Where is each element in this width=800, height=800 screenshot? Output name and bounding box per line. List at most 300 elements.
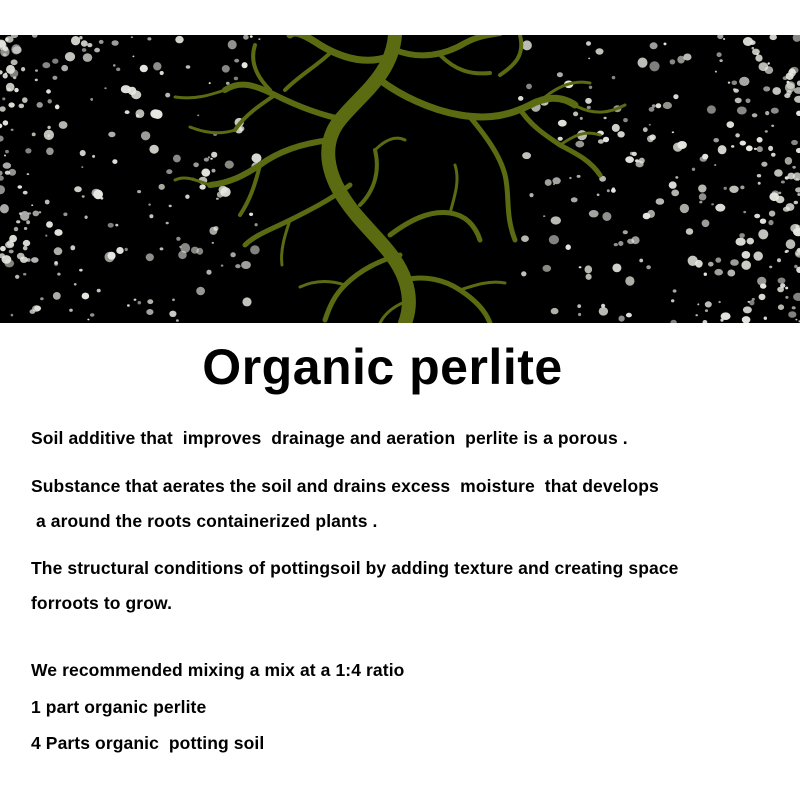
perlite-particle — [0, 185, 5, 194]
perlite-particle — [656, 103, 662, 108]
perlite-particle — [521, 235, 529, 242]
perlite-particle — [0, 246, 6, 251]
perlite-particle — [255, 223, 258, 226]
perlite-particle — [23, 273, 26, 276]
perlite-particle — [754, 148, 757, 150]
perlite-particle — [714, 269, 723, 276]
perlite-particle — [551, 308, 559, 314]
perlite-particle — [619, 316, 625, 322]
perlite-particle — [125, 110, 130, 114]
perlite-particle — [774, 169, 783, 176]
perlite-particle — [761, 162, 767, 167]
description-line-1: Soil additive that improves drainage and aeration perlite is a porous . — [31, 428, 628, 448]
perlite-particle — [571, 197, 578, 202]
perlite-particle — [795, 187, 800, 192]
description-line-4: The structural conditions of pottingsoil by adding texture and creating space — [31, 558, 679, 578]
perlite-particle — [23, 240, 30, 246]
perlite-particle — [757, 174, 761, 177]
perlite-particle — [146, 253, 154, 261]
perlite-particle — [618, 241, 623, 246]
perlite-particle — [569, 177, 571, 179]
perlite-particle — [768, 220, 773, 225]
perlite-particle — [752, 298, 755, 301]
perlite-particle — [250, 245, 260, 254]
perlite-particle — [216, 198, 219, 200]
perlite-particle — [11, 59, 18, 65]
perlite-particle — [793, 293, 800, 301]
perlite-particle — [169, 205, 172, 208]
perlite-particle — [258, 38, 260, 40]
perlite-particle — [31, 257, 39, 263]
perlite-particle — [12, 46, 21, 53]
perlite-particle — [176, 319, 179, 322]
perlite-particle — [204, 158, 209, 162]
perlite-particle — [54, 247, 63, 255]
perlite-particle — [146, 309, 153, 315]
root-illustration — [0, 35, 800, 323]
perlite-particle — [212, 242, 214, 244]
perlite-particle — [54, 229, 62, 236]
perlite-particle — [6, 83, 15, 92]
perlite-particle — [108, 132, 115, 138]
perlite-particle — [702, 220, 710, 228]
perlite-particle — [698, 185, 706, 193]
perlite-particle — [160, 247, 164, 250]
perlite-particle — [5, 150, 9, 153]
perlite-particle — [138, 301, 142, 304]
perlite-particle — [717, 35, 723, 39]
perlite-particle — [617, 131, 624, 137]
perlite-particle — [53, 292, 61, 300]
perlite-particle — [221, 265, 224, 267]
perlite-particle — [699, 193, 707, 200]
perlite-particle — [0, 106, 6, 112]
perlite-particle — [19, 212, 22, 215]
perlite-particle — [48, 99, 52, 103]
perlite-particle — [777, 258, 781, 262]
perlite-particle — [115, 224, 118, 227]
perlite-particle — [46, 221, 53, 228]
perlite-particle — [147, 37, 151, 40]
perlite-particle — [209, 227, 217, 235]
perlite-particle — [769, 266, 772, 269]
perlite-particle — [717, 52, 722, 57]
perlite-particle — [707, 105, 716, 113]
perlite-particle — [735, 133, 740, 137]
perlite-particle — [15, 275, 19, 279]
perlite-particle — [596, 48, 604, 54]
perlite-particle — [65, 52, 75, 61]
perlite-particle — [612, 124, 620, 132]
perlite-particle — [149, 145, 158, 154]
perlite-particle — [747, 238, 754, 245]
perlite-particle — [172, 299, 175, 302]
perlite-particle — [705, 309, 708, 312]
perlite-particle — [757, 277, 766, 286]
perlite-particle — [664, 43, 667, 46]
perlite-particle — [0, 171, 3, 176]
perlite-particle — [33, 211, 40, 217]
perlite-particle — [614, 243, 618, 246]
perlite-particle — [0, 204, 9, 213]
perlite-particle — [785, 296, 788, 299]
perlite-particle — [116, 247, 123, 254]
perlite-particle — [735, 98, 742, 104]
perlite-particle — [765, 130, 768, 133]
perlite-particle — [549, 235, 559, 244]
recommendation-heading: We recommended mixing a mix at a 1:4 ratio — [31, 660, 405, 680]
perlite-particle — [796, 111, 800, 116]
perlite-particle — [713, 138, 719, 142]
perlite-particle — [778, 278, 786, 284]
perlite-particle — [545, 179, 552, 186]
perlite-particle — [673, 289, 677, 292]
perlite-particle — [94, 48, 100, 53]
perlite-particle — [46, 148, 54, 156]
perlite-particle — [61, 65, 68, 71]
perlite-particle — [46, 89, 51, 93]
perlite-particle — [715, 257, 721, 262]
perlite-particle — [575, 141, 584, 148]
perlite-particle — [54, 262, 58, 266]
perlite-particle — [27, 173, 30, 175]
perlite-particle — [40, 297, 44, 300]
perlite-particle — [25, 148, 31, 153]
perlite-particle — [757, 137, 763, 143]
perlite-particle — [191, 247, 199, 254]
perlite-particle — [153, 62, 161, 70]
perlite-particle — [196, 287, 205, 296]
perlite-particle — [792, 306, 796, 309]
perlite-particle — [585, 265, 593, 273]
perlite-particle — [148, 204, 151, 206]
perlite-particle — [132, 56, 134, 58]
perlite-particle — [792, 166, 796, 169]
perlite-particle — [649, 61, 659, 71]
perlite-particle — [765, 111, 769, 115]
perlite-particle — [522, 40, 532, 50]
perlite-particle — [719, 59, 722, 62]
perlite-particle — [790, 67, 798, 74]
perlite-particle — [521, 271, 526, 276]
perlite-particle — [558, 137, 563, 141]
perlite-particle — [771, 125, 774, 127]
perlite-particle — [715, 71, 717, 73]
perlite-particle — [675, 176, 678, 179]
perlite-particle — [786, 73, 794, 80]
perlite-particle — [723, 38, 725, 40]
perlite-particle — [663, 102, 672, 109]
perlite-particle — [626, 313, 632, 318]
perlite-particle — [74, 186, 82, 192]
perlite-particle — [14, 88, 18, 92]
perlite-particle — [573, 112, 578, 117]
perlite-particle — [683, 54, 691, 61]
perlite-particle — [201, 169, 210, 177]
perlite-particle — [752, 49, 760, 55]
perlite-particle — [83, 53, 92, 62]
perlite-particle — [671, 190, 679, 197]
perlite-particle — [159, 184, 165, 190]
perlite-particle — [646, 265, 651, 269]
perlite-particle — [786, 203, 795, 211]
perlite-particle — [781, 181, 785, 184]
perlite-particle — [250, 35, 253, 38]
perlite-particle — [20, 211, 29, 221]
perlite-particle — [112, 40, 119, 46]
perlite-particle — [141, 131, 150, 140]
perlite-particle — [186, 65, 191, 68]
perlite-particle — [140, 65, 148, 72]
perlite-particle — [786, 239, 796, 249]
perlite-particle — [741, 261, 751, 270]
perlite-particle — [228, 40, 237, 49]
perlite-particle — [2, 97, 5, 100]
perlite-particle — [625, 276, 634, 285]
perlite-particle — [669, 181, 677, 188]
perlite-particle — [715, 204, 725, 212]
perlite-particle — [650, 42, 658, 49]
perlite-particle — [176, 237, 180, 241]
perlite-particle — [759, 294, 766, 300]
perlite-particle — [81, 166, 83, 168]
perlite-particle — [785, 287, 788, 290]
perlite-particle — [670, 59, 676, 64]
perlite-particle — [740, 141, 746, 146]
perlite-particle — [708, 262, 714, 267]
mix-ratio-soil: 4 Parts organic potting soil — [31, 733, 265, 753]
perlite-particle — [625, 156, 634, 163]
perlite-particle — [17, 253, 25, 260]
perlite-particle — [772, 87, 781, 95]
perlite-particle — [0, 70, 3, 74]
perlite-particle — [785, 157, 792, 165]
perlite-particle — [0, 124, 2, 129]
perlite-particle — [206, 270, 211, 275]
perlite-particle — [589, 86, 592, 89]
perlite-particle — [598, 139, 604, 144]
perlite-particle — [180, 243, 190, 253]
perlite-particle — [19, 104, 25, 109]
perlite-particle — [760, 219, 766, 224]
perlite-particle — [82, 195, 85, 197]
perlite-particle — [28, 212, 31, 214]
perlite-particle — [599, 307, 608, 316]
mix-ratio-perlite: 1 part organic perlite — [31, 697, 207, 717]
perlite-particle — [35, 69, 38, 71]
perlite-particle — [32, 35, 38, 38]
perlite-particle — [80, 150, 86, 156]
perlite-particle — [755, 55, 762, 62]
perlite-particle — [112, 159, 117, 164]
perlite-particle — [3, 162, 11, 168]
perlite-particle — [193, 162, 199, 167]
perlite-particle — [597, 194, 600, 197]
perlite-particle — [108, 252, 116, 260]
perlite-particle — [32, 133, 36, 137]
perlite-particle — [11, 314, 14, 317]
perlite-particle — [727, 270, 735, 277]
perlite-particle — [794, 201, 798, 204]
perlite-particle — [526, 84, 532, 90]
perlite-particle — [125, 248, 128, 251]
perlite-particle — [585, 98, 592, 104]
perlite-particle — [543, 215, 545, 217]
perlite-particle — [150, 109, 160, 118]
perlite-particle — [249, 213, 253, 216]
perlite-particle — [635, 159, 639, 162]
perlite-particle — [639, 259, 643, 263]
perlite-particle — [732, 81, 738, 86]
perlite-particle — [199, 184, 205, 189]
perlite-particle — [586, 41, 591, 46]
perlite-particle — [26, 220, 30, 224]
perlite-particle — [695, 260, 703, 268]
description-line-5: forroots to grow. — [31, 593, 173, 613]
perlite-particle — [768, 146, 773, 151]
perlite-particle — [771, 108, 779, 114]
perlite-particle — [749, 300, 754, 305]
perlite-particle — [724, 187, 727, 190]
perlite-particle — [24, 227, 27, 230]
perlite-particle — [631, 236, 639, 244]
perlite-particle — [225, 161, 234, 169]
page-title: Organic perlite — [202, 339, 563, 395]
perlite-particle — [518, 96, 523, 101]
perlite-particle — [70, 245, 75, 250]
perlite-particle — [757, 146, 763, 152]
perlite-particle — [649, 124, 651, 126]
perlite-particle — [63, 213, 67, 217]
perlite-particle — [670, 320, 676, 323]
perlite-particle — [776, 196, 785, 204]
perlite-particle — [673, 143, 683, 152]
perlite-particle — [197, 115, 199, 117]
perlite-particle — [35, 79, 38, 82]
perlite-particle — [796, 148, 800, 153]
perlite-particle — [209, 82, 211, 84]
perlite-particle — [149, 214, 153, 218]
perlite-particle — [748, 301, 751, 303]
perlite-particle — [602, 212, 611, 221]
perlite-particle — [743, 306, 752, 313]
perlite-particle — [727, 121, 735, 128]
perlite-particle — [742, 251, 751, 259]
perlite-particle — [759, 62, 769, 71]
perlite-particle — [791, 140, 798, 145]
perlite-particle — [739, 233, 745, 238]
perlite-particle — [71, 36, 80, 45]
perlite-particle — [612, 264, 621, 273]
perlite-particle — [785, 250, 789, 253]
perlite-particle — [9, 169, 17, 176]
perlite-particle — [579, 266, 582, 268]
perlite-particle — [758, 182, 761, 185]
perlite-particle — [754, 251, 763, 260]
perlite-particle — [643, 127, 648, 132]
perlite-particle — [23, 191, 28, 195]
perlite-particle — [93, 190, 103, 200]
perlite-particle — [131, 90, 141, 99]
perlite-particle — [175, 36, 183, 43]
perlite-particle — [788, 311, 796, 318]
perlite-particle — [522, 152, 531, 159]
perlite-particle — [686, 228, 693, 235]
perlite-particle — [185, 195, 189, 199]
root-illustration-banner — [0, 35, 800, 323]
perlite-particle — [242, 297, 251, 306]
description-line-2: Substance that aerates the soil and drains excess moisture that develops — [31, 476, 659, 496]
perlite-particle — [543, 265, 552, 272]
perlite-particle — [136, 109, 145, 118]
perlite-particle — [22, 97, 28, 103]
perlite-particle — [623, 118, 628, 122]
perlite-particle — [680, 204, 689, 213]
perlite-particle — [607, 189, 610, 192]
perlite-particle — [623, 230, 628, 234]
perlite-particle — [577, 175, 581, 178]
perlite-particle — [9, 250, 14, 254]
perlite-particle — [672, 131, 674, 133]
perlite-particle — [639, 158, 645, 164]
perlite-particle — [704, 273, 707, 276]
perlite-particle — [131, 36, 133, 38]
perlite-particle — [647, 135, 654, 142]
perlite-particle — [165, 93, 170, 98]
perlite-particle — [718, 301, 720, 303]
perlite-particle — [769, 211, 775, 217]
description-line-3: a around the roots containerized plants . — [31, 511, 378, 531]
perlite-particle — [5, 73, 7, 75]
perlite-particle — [74, 283, 77, 286]
perlite-particle — [728, 82, 730, 84]
perlite-particle — [108, 223, 114, 228]
perlite-particle — [638, 58, 648, 68]
perlite-particle — [90, 98, 93, 101]
perlite-particle — [795, 319, 797, 321]
perlite-particle — [104, 87, 106, 89]
perlite-particle — [588, 58, 590, 60]
perlite-particle — [147, 299, 153, 304]
perlite-particle — [557, 72, 563, 77]
perlite-particle — [3, 120, 9, 125]
perlite-particle — [695, 314, 698, 316]
perlite-particle — [750, 40, 756, 45]
perlite-particle — [57, 273, 60, 276]
perlite-particle — [740, 186, 744, 190]
perlite-particle — [731, 145, 734, 148]
perlite-particle — [37, 102, 43, 108]
perlite-particle — [604, 117, 607, 119]
perlite-particle — [702, 154, 708, 160]
perlite-particle — [173, 155, 181, 163]
perlite-particle — [45, 235, 47, 237]
perlite-particle — [210, 158, 213, 160]
perlite-particle — [553, 183, 555, 185]
perlite-particle — [127, 304, 130, 307]
perlite-particle — [736, 238, 746, 246]
perlite-particle — [4, 155, 6, 157]
perlite-particle — [778, 304, 784, 310]
perlite-particle — [169, 311, 176, 317]
perlite-particle — [758, 229, 768, 239]
perlite-particle — [166, 169, 172, 174]
perlite-particle — [97, 289, 101, 293]
perlite-particle — [589, 210, 599, 217]
perlite-particle — [52, 59, 58, 64]
perlite-particle — [770, 35, 777, 40]
perlite-particle — [730, 259, 739, 266]
